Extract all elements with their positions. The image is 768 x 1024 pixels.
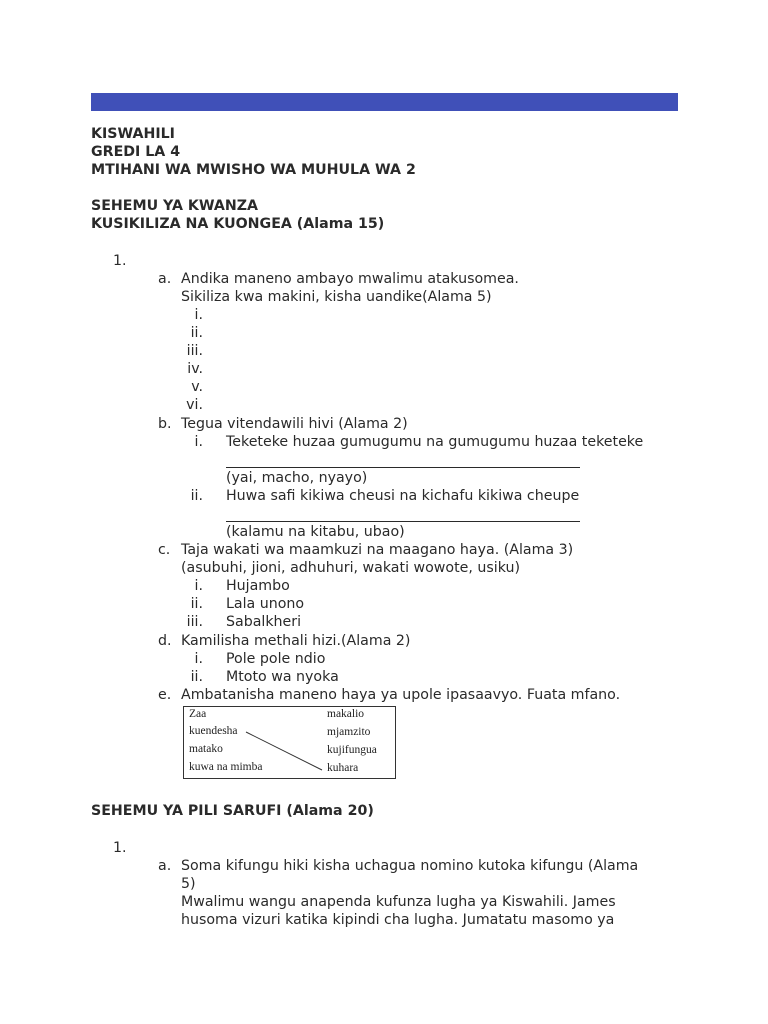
- match-left-word: kuendesha: [189, 725, 238, 737]
- riddle-text: Teketeke huzaa gumugumu na gumugumu huzaa teketeke: [226, 434, 644, 450]
- item-a-text: Soma kifungu hiki kisha uchagua nomino kutoka kifungu (Alama: [181, 858, 639, 874]
- header-bar: [91, 93, 678, 111]
- passage-text: Mwalimu wangu anapenda kufunza lugha ya Kiswahili. James: [181, 894, 616, 910]
- roman-numeral: v.: [191, 379, 203, 395]
- item-c-marker: c.: [158, 542, 171, 558]
- roman-numeral: ii.: [190, 596, 203, 612]
- section-two-title: SEHEMU YA PILI SARUFI (Alama 20): [91, 803, 374, 819]
- item-b-marker: b.: [158, 416, 172, 432]
- item-a-marker: a.: [158, 271, 172, 287]
- roman-numeral: ii.: [190, 669, 203, 685]
- item-c-text-2: (asubuhi, jioni, adhuhuri, wakati wowote, usiku): [181, 560, 521, 576]
- roman-numeral: vi.: [186, 397, 203, 413]
- item-a-marker: a.: [158, 858, 172, 874]
- match-right-word: makalio: [327, 708, 365, 720]
- item-a-text: Andika maneno ambayo mwalimu atakusomea.: [181, 271, 519, 287]
- match-left-word: kuwa na mimba: [189, 761, 263, 773]
- riddle-hint: (kalamu na kitabu, ubao): [226, 524, 405, 540]
- roman-numeral: i.: [194, 578, 203, 594]
- match-left-word: Zaa: [189, 708, 207, 720]
- greeting-text: Hujambo: [226, 578, 290, 594]
- roman-numeral: ii.: [190, 488, 203, 504]
- roman-numeral: iii.: [186, 614, 203, 630]
- match-right-word: mjamzito: [327, 726, 371, 738]
- item-a-text-2: 5): [181, 876, 196, 892]
- greeting-text: Sabalkheri: [226, 614, 302, 630]
- roman-numeral: i.: [194, 651, 203, 667]
- grade-title: GREDI LA 4: [91, 144, 181, 160]
- item-d-text: Kamilisha methali hizi.(Alama 2): [181, 633, 411, 649]
- riddle-text: Huwa safi kikiwa cheusi na kichafu kikiwa cheupe: [226, 488, 580, 504]
- item-c-text: Taja wakati wa maamkuzi na maagano haya. (Alama 3): [181, 542, 574, 558]
- passage-text: husoma vizuri katika kipindi cha lugha. Jumatatu masomo ya: [181, 912, 615, 928]
- item-d-marker: d.: [158, 633, 172, 649]
- match-right-word: kuhara: [327, 762, 359, 774]
- question-number: 1.: [113, 253, 127, 269]
- roman-numeral: i.: [194, 434, 203, 450]
- match-left-word: matako: [189, 743, 223, 755]
- item-e-marker: e.: [158, 687, 172, 703]
- item-a-text-2: Sikiliza kwa makini, kisha uandike(Alama 5): [181, 289, 492, 305]
- roman-numeral: ii.: [190, 325, 203, 341]
- exam-title: MTIHANI WA MWISHO WA MUHULA WA 2: [91, 162, 416, 178]
- match-right-word: kujifungua: [327, 744, 377, 756]
- proverb-text: Pole pole ndio: [226, 651, 326, 667]
- answer-line: [226, 521, 580, 522]
- subject-title: KISWAHILI: [91, 126, 175, 142]
- question-number: 1.: [113, 840, 127, 856]
- roman-numeral: i.: [194, 307, 203, 323]
- roman-numeral: iv.: [187, 361, 203, 377]
- roman-numeral: iii.: [186, 343, 203, 359]
- item-e-text: Ambatanisha maneno haya ya upole ipasaavyo. Fuata mfano.: [181, 687, 621, 703]
- greeting-text: Lala unono: [226, 596, 305, 612]
- section-one-subtitle: KUSIKILIZA NA KUONGEA (Alama 15): [91, 216, 385, 232]
- matching-table: [183, 706, 396, 779]
- riddle-hint: (yai, macho, nyayo): [226, 470, 368, 486]
- section-one-title: SEHEMU YA KWANZA: [91, 198, 259, 214]
- item-b-text: Tegua vitendawili hivi (Alama 2): [181, 416, 408, 432]
- proverb-text: Mtoto wa nyoka: [226, 669, 339, 685]
- answer-line: [226, 467, 580, 468]
